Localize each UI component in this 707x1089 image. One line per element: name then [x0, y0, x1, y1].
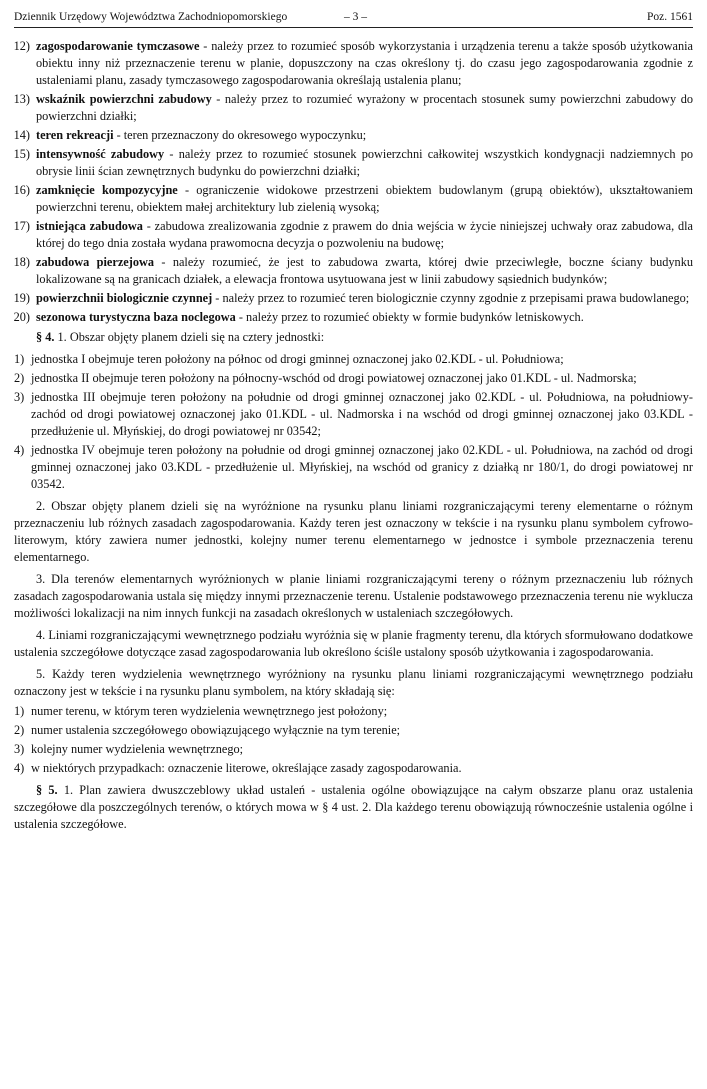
section-4-paragraph-3: 3. Dla terenów elementarnych wyróżnionych w planie liniami rozgraniczającymi tereny o różnym przeznaczeniu lub różnych zasadach zagospodarowania ustala się między innymi przeznaczenie terenu. Ustalenie podstawowego przeznaczenia terenu nie wyklucza możliwości lokalizacji na nim innych funkcji na zasadach określonych w ustaleniach szczegółowych.: [14, 572, 693, 620]
definition-text: - należy przez to rozumieć sposób wykorzystania i urządzenia terenu a także sposób użytkowania obiektu inny niż przeznaczenie terenu w planie, dopuszczony na czas określony tj. do czasu jego zagospodarowania zgodnie z ustaleniami planu, zasady tymczasowego zagospodarowania określają ustalenia planu;: [36, 39, 694, 87]
definition-term: intensywność zabudowy: [36, 147, 165, 161]
definition-term: sezonowa turystyczna baza noclegowa: [36, 310, 236, 324]
definition-term: zamknięcie kompozycyjne: [36, 183, 178, 197]
position-number: Poz. 1561: [647, 11, 693, 23]
header-rule: [14, 27, 693, 28]
units-list: [14, 351, 693, 493]
definition-item: 20) sezonowa turystyczna baza noclegowa - należy przez to rozumieć obiekty w formie budynków letniskowych.: [13, 310, 584, 324]
definition-item: 16) zamknięcie kompozycyjne - ograniczenie widokowe przestrzeni obiektem budowlanym (grupą obiektów), ukształtowaniem powierzchni terenu, obiektem małej architektury lub zielenią wysoką;: [13, 183, 693, 214]
symbol-components-list: [14, 703, 693, 777]
section-4-label: § 4.: [36, 330, 55, 344]
section-4-paragraph-4: 4. Liniami rozgraniczającymi wewnętrznego podziału wyróżnia się w planie fragmenty terenu, dla których sformułowano dodatkowe ustalenia szczegółowe dotyczące zasad zagospodarowania lub określono ściśle ustalony sposób użytkowania i zagospodarowania.: [14, 628, 693, 659]
symbol-component-item: 3) kolejny numer wydzielenia wewnętrznego;: [14, 742, 244, 756]
definition-term: wskaźnik powierzchni zabudowy: [36, 92, 212, 106]
journal-title: Dziennik Urzędowy Województwa Zachodniopomorskiego: [14, 11, 288, 23]
definition-text: - należy rozumieć, że jest to zabudowa zwarta, której dwie przeciwległe, boczne ściany budynku lokalizowane są na granicach działek, a elewacja frontowa usytuowana jest w linii zabudowy sąsiednich budynków;: [36, 255, 693, 286]
page-number: – 3 –: [344, 11, 367, 23]
definition-item: 15) intensywność zabudowy - należy przez to rozumieć stosunek powierzchni całkowitej wszystkich kondygnacji nadziemnych po obrysie linii ścian zewnętrznych budynku do powierzchni działki;: [13, 147, 693, 178]
section-4-paragraph-5: 5. Każdy teren wydzielenia wewnętrznego wyróżniony na rysunku planu liniami rozgraniczającymi wewnętrznego podziału oznaczony jest w tekście i na rysunku planu symbolem, na który składają się:: [14, 667, 693, 698]
definition-item: 13) wskaźnik powierzchni zabudowy - należy przez to rozumieć wyrażony w procentach stosunek sumy powierzchni zabudowy do powierzchni działki;: [13, 92, 693, 123]
definition-text: - należy przez to rozumieć stosunek powierzchni całkowitej wszystkich kondygnacji nadziemnych po obrysie linii ścian zewnętrznych budynku do powierzchni działki;: [36, 147, 693, 178]
unit-item: 1) jednostka I obejmuje teren położony na północ od drogi gminnej oznaczonej jako 02.KDL - ul. Południowa;: [14, 352, 564, 366]
definition-term: teren rekreacji: [36, 128, 114, 142]
definition-term: istniejąca zabudowa: [36, 219, 143, 233]
definition-text: - teren przeznaczony do okresowego wypoczynku;: [113, 128, 367, 142]
definition-term: zagospodarowanie tymczasowe: [36, 39, 200, 53]
definition-term: powierzchnii biologicznie czynnej: [36, 291, 213, 305]
definition-item: 17) istniejąca zabudowa - zabudowa zrealizowania zgodnie z prawem do dnia wejścia w życie niniejszej uchwały oraz zabudowa, dla której do tego dnia została wydana prawomocna decyzja o pozwoleniu na budowę;: [13, 219, 693, 250]
symbol-component-item: 4) w niektórych przypadkach: oznaczenie literowe, określające zasady zagospodarowania.: [14, 761, 462, 775]
unit-item: 3) jednostka III obejmuje teren położony na południe od drogi gminnej oznaczonej jako 02.KDL - ul. Południowa, na południowy-zachód od drogi powiatowej oznaczonej jako 01.KDL - ul. Nadmorska i na wschód od drogi gminnej oznaczonej jako 03.KDL - przedłużenie ul. Młyńskiej, do drogi powiatowej nr 03542;: [14, 390, 693, 438]
symbol-component-item: 2) numer ustalenia szczegółowego obowiązującego wyłącznie na tym terenie;: [14, 723, 401, 737]
section-4-paragraph-2: 2. Obszar objęty planem dzieli się na wyróżnione na rysunku planu liniami rozgraniczającymi tereny elementarne o różnym przeznaczeniu lub różnych zasadach zagospodarowania. Każdy teren jest oznaczony w tekście i na rysunku planu symbolem cyfrowo-literowym, który zawiera numer jednostki, kolejny numer terenu elementarnego w jednostce i symbole przeznaczenia terenu elementarnego.: [14, 499, 693, 564]
document-body: [14, 38, 693, 838]
definition-text: - ograniczenie widokowe przestrzeni obiektem budowlanym (grupą obiektów), ukształtowaniem powierzchni terenu, obiektem małej architektury lub zielenią wysoką;: [36, 183, 693, 214]
page-header: [14, 6, 693, 28]
section-5-paragraph-1: § 5. 1. Plan zawiera dwuszczeblowy układ ustaleń - ustalenia ogólne obowiązujące na całym obszarze planu oraz ustalenia szczegółowe dla poszczególnych terenów, o których mowa w § 4 ust. 2. Dla każdego terenu obowiązują równocześnie ustalenia ogólne i ustalenia szczegółowe.: [14, 783, 693, 831]
section-4-intro: § 4. 1. Obszar objęty planem dzieli się na cztery jednostki:: [36, 330, 325, 344]
symbol-component-item: 1) numer terenu, w którym teren wydzielenia wewnętrznego jest położony;: [14, 704, 388, 718]
section-5-label: § 5.: [36, 783, 58, 797]
definition-text: - zabudowa zrealizowania zgodnie z prawem do dnia wejścia w życie niniejszej uchwały oraz zabudowa, dla której do tego dnia została wydana prawomocna decyzja o pozwoleniu na budowę;: [36, 219, 693, 250]
definition-item: 18) zabudowa pierzejowa - należy rozumieć, że jest to zabudowa zwarta, której dwie przeciwległe, boczne ściany budynku lokalizowane są na granicach działek, a elewacja frontowa usytuowana jest w linii zabudowy sąsiednich budynków;: [13, 255, 693, 286]
definition-text: - należy przez to rozumieć teren biologicznie czynny zgodnie z przepisami prawa budowlanego;: [212, 291, 690, 305]
definition-text: - należy przez to rozumieć obiekty w formie budynków letniskowych.: [235, 310, 584, 324]
unit-item: 2) jednostka II obejmuje teren położony na północny-wschód od drogi powiatowej oznaczonej jako 01.KDL - ul. Nadmorska;: [14, 371, 637, 385]
definitions-list: [14, 38, 693, 326]
definition-term: zabudowa pierzejowa: [36, 255, 155, 269]
definition-item: 14) teren rekreacji - teren przeznaczony do okresowego wypoczynku;: [13, 128, 367, 142]
definition-text: - należy przez to rozumieć wyrażony w procentach stosunek sumy powierzchni zabudowy do powierzchni działki;: [36, 92, 693, 123]
unit-item: 4) jednostka IV obejmuje teren położony na południe od drogi gminnej oznaczonej jako 02.KDL - ul. Południowa, na zachód od drogi gminnej oznaczonej jako 03.KDL - przedłużenie ul. Młyńskiej, na wschód od granicy z działką nr 180/1, do drogi powiatowej nr 03542.: [14, 443, 693, 491]
definition-item: 12) zagospodarowanie tymczasowe - należy przez to rozumieć sposób wykorzystania i urządzenia terenu a także sposób użytkowania obiektu inny niż przeznaczenie terenu w planie, dopuszczony na czas określony tj. do czasu jego zagospodarowania zgodnie z ustaleniami planu, zasady tymczasowego zagospodarowania określają ustalenia planu;: [13, 39, 694, 87]
definition-item: 19) powierzchnii biologicznie czynnej - należy przez to rozumieć teren biologicznie czynny zgodnie z przepisami prawa budowlanego;: [13, 291, 690, 305]
